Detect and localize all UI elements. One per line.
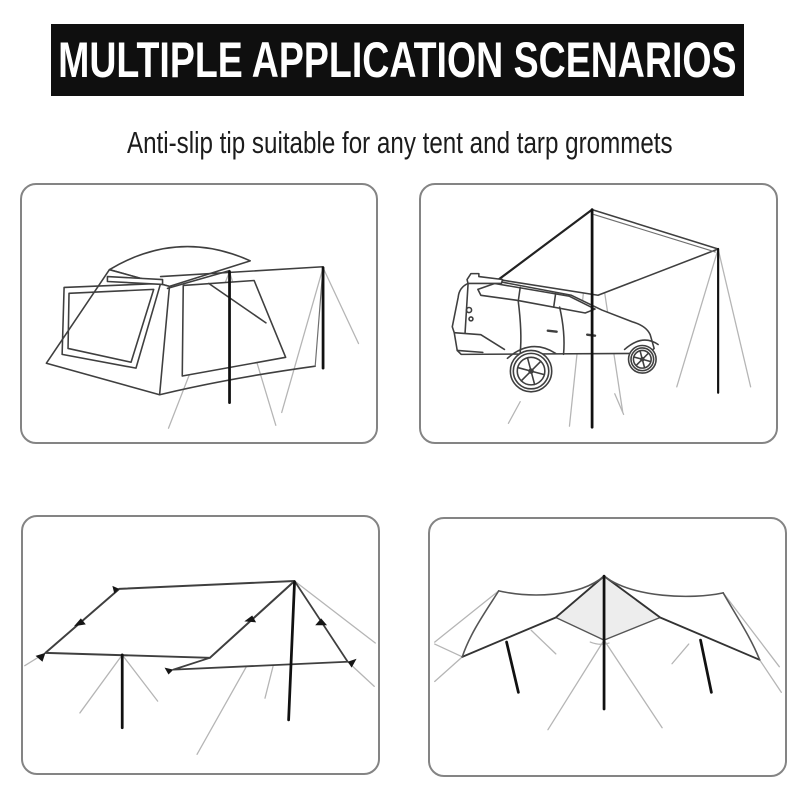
tent-front-face — [46, 270, 169, 395]
page-title: MULTIPLE APPLICATION SCENARIOS — [58, 32, 737, 88]
flat-tarp-sheet — [45, 581, 347, 670]
scenario-panel-flat-tarp — [21, 515, 380, 775]
tent-awning-illustration — [22, 185, 376, 442]
scenario-panel-tent — [20, 183, 378, 444]
subtitle-row — [0, 121, 800, 165]
car-awning-tarp — [499, 210, 719, 296]
title-banner — [51, 24, 744, 96]
scenario-panel-hex-tarp — [428, 517, 787, 777]
subtitle-text: Anti-slip tip suitable for any tent and tarp grommets — [127, 125, 673, 160]
roof-awning-box — [467, 274, 502, 284]
scenario-panel-car — [419, 183, 778, 444]
suv-drawing — [452, 274, 658, 392]
front-wheel — [629, 346, 657, 374]
flat-tarp-illustration — [23, 517, 378, 773]
car-awning-illustration — [421, 185, 776, 442]
tent-awning — [160, 267, 323, 395]
hex-tarp-illustration — [430, 519, 785, 775]
rear-wheel — [510, 350, 551, 391]
